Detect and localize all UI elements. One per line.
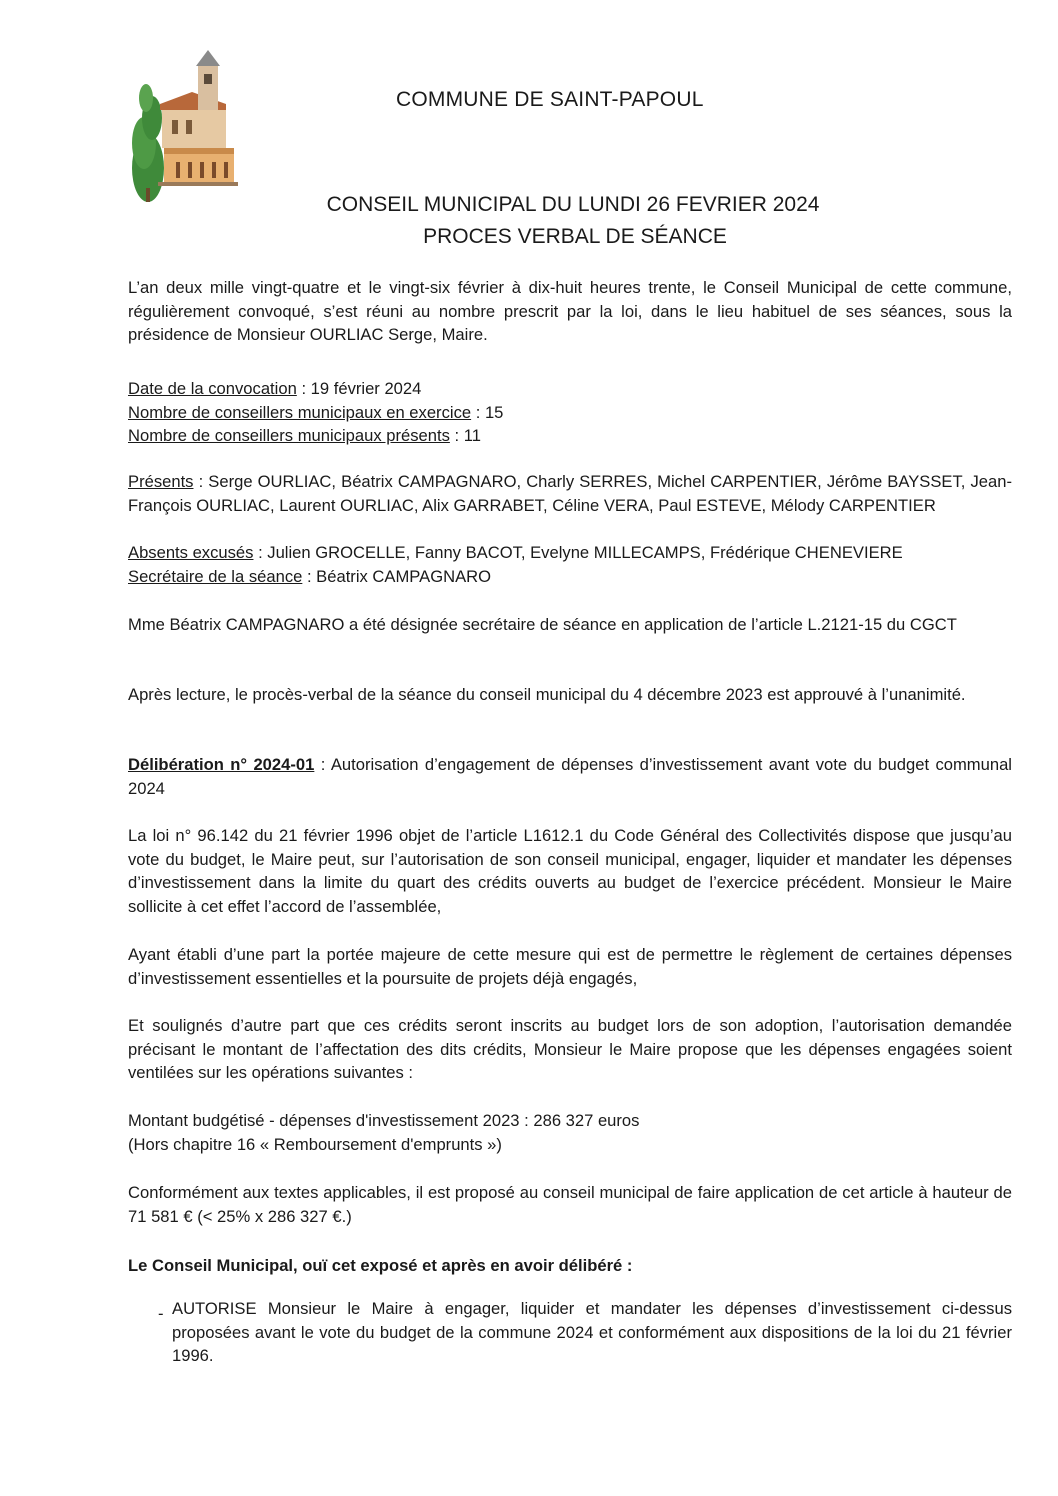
- absents-row: [128, 541, 1012, 565]
- soulignes-paragraph: Et soulignés d’autre part que ces crédits seront inscrits au budget lors de son adoption, l’autorisation demandée précisant le montant de l’affectation des dits crédits, Monsieur le Maire propose que les dépenses engagées soient ventilées sur les opérations suivantes :: [128, 1016, 1012, 1082]
- loi-paragraph: La loi n° 96.142 du 21 février 1996 objet de l’article L1612.1 du Code Général des Collectivités dispose que jusqu’au vote du budget, le Maire peut, sur l’autorisation de son conseil municipal, engager, liquider et mandater les dépenses d’investissement dans la limite du quart des crédits ouverts au budget de l’exercice précédent. Monsieur le Maire sollicite à cet effet l’accord de l’assemblée,: [128, 826, 1012, 916]
- secretaire-row: [128, 565, 1012, 589]
- presents-label: Présents: [128, 472, 194, 491]
- autorise-paragraph: AUTORISE Monsieur le Maire à engager, liquider et mandater les dépenses d’investissement ci-dessus proposées avant le vote du budget de la commune 2024 et conformément aux dispositions de la loi du 21 février 1996.: [172, 1299, 1012, 1365]
- bullet-marker: -: [158, 1304, 164, 1323]
- absents-block: [128, 541, 1012, 588]
- hors-chapitre-line: (Hors chapitre 16 « Remboursement d'emprunts »): [128, 1134, 502, 1154]
- deliberation-heading: [128, 753, 1012, 800]
- montant-line: Montant budgétisé - dépenses d'investissement 2023 : 286 327 euros: [128, 1111, 640, 1130]
- conseillers-exercice-value: : 15: [471, 402, 504, 422]
- deliberation-title: : Autorisation d’engagement de dépenses d’investissement avant vote du budget communal 2024: [128, 755, 1012, 798]
- meeting-title: CONSEIL MUNICIPAL DU LUNDI 26 FEVRIER 2024: [326, 193, 820, 216]
- convocation-block: [128, 377, 1012, 448]
- conseil-statement: Le Conseil Municipal, ouï cet exposé et après en avoir délibéré :: [128, 1256, 633, 1275]
- designation-paragraph: Mme Béatrix CAMPAGNARO a été désignée secrétaire de séance en application de l’article L.2121-15 du CGCT: [128, 615, 957, 634]
- conseillers-presents-row: [128, 424, 1012, 448]
- deliberation-number: Délibération n° 2024-01: [128, 755, 315, 774]
- commune-name: COMMUNE DE SAINT-PAPOUL: [396, 88, 704, 111]
- approval-paragraph: Après lecture, le procès-verbal de la séance du conseil municipal du 4 décembre 2023 est approuvé à l’unanimité.: [128, 685, 966, 704]
- absents-label: Absents excusés: [128, 543, 254, 562]
- presents-value: : Serge OURLIAC, Béatrix CAMPAGNARO, Charly SERRES, Michel CARPENTIER, Jérôme BAYSSET, Jean-François OURLIAC, Laurent OURLIAC, Alix GARRABET, Céline VERA, Paul ESTEVE, Mélody CARPENTIER: [128, 472, 1012, 515]
- convocation-date-value: : 19 février 2024: [296, 379, 422, 398]
- convocation-date-row: [128, 377, 1012, 401]
- secretaire-label: Secrétaire de la séance: [128, 566, 303, 586]
- church-logo-icon: [128, 48, 246, 204]
- conseillers-presents-value: : 11: [449, 426, 481, 445]
- meeting-subtitle: PROCES VERBAL DE SÉANCE: [423, 225, 727, 248]
- conformement-paragraph: Conformément aux textes applicables, il est proposé au conseil municipal de faire application de cet article à hauteur de 71 581 € (< 25% x 286 327 €.): [128, 1183, 1012, 1226]
- presents-paragraph: [128, 470, 1012, 517]
- conseillers-exercice-label: Nombre de conseillers municipaux en exercice: [128, 402, 472, 422]
- montant-block: [128, 1109, 1012, 1156]
- secretaire-value: : Béatrix CAMPAGNARO: [302, 566, 492, 586]
- ayant-paragraph: Ayant établi d’une part la portée majeure de cette mesure qui est de permettre le règlement de certaines dépenses d’investissement essentielles et la poursuite de projets déjà engagés,: [128, 945, 1012, 988]
- intro-paragraph: L’an deux mille vingt-quatre et le vingt-six février à dix-huit heures trente, le Conseil Municipal de cette commune, régulièrement convoqué, s’est réuni au nombre prescrit par la loi, dans le lieu habituel de ses séances, sous la présidence de Monsieur OURLIAC Serge, Maire.: [128, 278, 1012, 344]
- conseillers-exercice-row: [128, 401, 1012, 425]
- convocation-date-label: Date de la convocation: [128, 379, 297, 398]
- conseillers-presents-label: Nombre de conseillers municipaux présents: [128, 426, 450, 445]
- absents-value: : Julien GROCELLE, Fanny BACOT, Evelyne MILLECAMPS, Frédérique CHENEVIERE: [253, 543, 903, 562]
